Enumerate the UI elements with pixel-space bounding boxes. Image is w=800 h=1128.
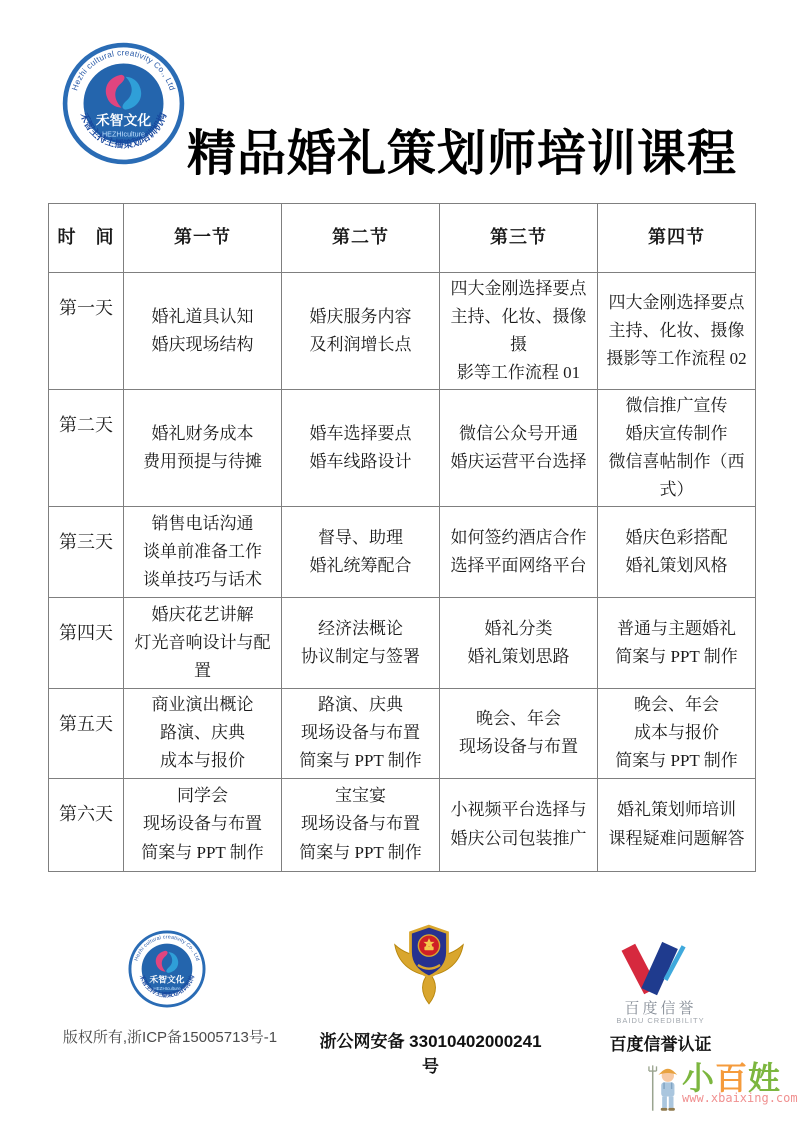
day-label: 第二天 — [49, 390, 124, 507]
cell-day1-session3: 四大金刚选择要点 主持、化妆、摄像摄 影等工作流程 01 — [440, 273, 598, 390]
day-label: 第六天 — [49, 778, 124, 871]
cell-day2-session4: 微信推广宣传 婚庆宣传制作 微信喜帖制作（西式） — [598, 390, 756, 507]
watermark-char: 百 — [715, 1060, 749, 1096]
site-watermark — [648, 1062, 798, 1122]
col-header-session-2: 第二节 — [282, 204, 440, 273]
cell-day2-session2: 婚车选择要点 婚车线路设计 — [282, 390, 440, 507]
table-row — [49, 507, 756, 598]
header-row — [49, 204, 756, 273]
cell-day3-session1: 销售电话沟通 谈单前准备工作 谈单技巧与话术 — [124, 507, 282, 598]
baidu-cert-text: 百度信誉认证 — [609, 1035, 712, 1054]
col-header-session-3: 第三节 — [440, 204, 598, 273]
cell-day2-session3: 微信公众号开通 婚庆运营平台选择 — [440, 390, 598, 507]
day-label: 第三天 — [49, 507, 124, 598]
cell-day6-session1: 同学会 现场设备与布置 简案与 PPT 制作 — [124, 778, 282, 871]
baidu-subtitle-text: BAIDU CREDIBILITY — [616, 1016, 705, 1025]
table-row — [49, 598, 756, 689]
table-row — [49, 273, 756, 390]
table-header — [49, 204, 756, 273]
table-row — [49, 778, 756, 871]
cell-day3-session4: 婚庆色彩搭配 婚礼策划风格 — [598, 507, 756, 598]
day-label: 第五天 — [49, 689, 124, 778]
cell-day1-session1: 婚礼道具认知 婚庆现场结构 — [124, 273, 282, 390]
col-header-time: 时 间 — [49, 204, 124, 273]
cell-day6-session2: 宝宝宴 现场设备与布置 简案与 PPT 制作 — [282, 778, 440, 871]
col-header-session-1: 第一节 — [124, 204, 282, 273]
cell-day5-session4: 晚会、年会 成本与报价 简案与 PPT 制作 — [598, 689, 756, 778]
table-body — [49, 273, 756, 872]
watermark-char: 姓 — [748, 1060, 782, 1096]
cell-day6-session3: 小视频平台选择与 婚庆公司包装推广 — [440, 778, 598, 871]
police-badge-icon — [392, 918, 466, 1012]
farmer-mascot-icon — [648, 1062, 682, 1116]
cell-day2-session1: 婚礼财务成本 费用预提与待摊 — [124, 390, 282, 507]
company-logo — [62, 42, 185, 165]
cell-day3-session2: 督导、助理 婚礼统筹配合 — [282, 507, 440, 598]
company-logo-small — [128, 930, 206, 1008]
watermark-name — [682, 1062, 798, 1094]
cell-day1-session4: 四大金刚选择要点 主持、化妆、摄像 摄影等工作流程 02 — [598, 273, 756, 390]
cell-day4-session2: 经济法概论 协议制定与签署 — [282, 598, 440, 689]
table-row — [49, 689, 756, 778]
cell-day4-session1: 婚庆花艺讲解 灯光音响设计与配置 — [124, 598, 282, 689]
baidu-credibility-icon — [612, 940, 690, 998]
cell-day5-session2: 路演、庆典 现场设备与布置 简案与 PPT 制作 — [282, 689, 440, 778]
cell-day1-session2: 婚庆服务内容 及利润增长点 — [282, 273, 440, 390]
cell-day4-session3: 婚礼分类 婚礼策划思路 — [440, 598, 598, 689]
table-row — [49, 390, 756, 507]
course-table — [48, 203, 756, 872]
watermark-char: 小 — [682, 1060, 716, 1096]
copyright-text: 版权所有,浙ICP备15005713号-1 — [62, 1029, 278, 1046]
cell-day4-session4: 普通与主题婚礼 简案与 PPT 制作 — [598, 598, 756, 689]
col-header-session-4: 第四节 — [598, 204, 756, 273]
day-label: 第四天 — [49, 598, 124, 689]
watermark-url: www.xbaixing.com — [682, 1091, 798, 1105]
cell-day3-session3: 如何签约酒店合作 选择平面网络平台 — [440, 507, 598, 598]
baidu-name-text: 百度信誉 — [624, 1000, 697, 1017]
cell-day5-session1: 商业演出概论 路演、庆典 成本与报价 — [124, 689, 282, 778]
day-label: 第一天 — [49, 273, 124, 390]
police-record-text: 浙公网安备 33010402000241号 — [319, 1032, 542, 1076]
page-title: 精品婚礼策划师培训课程 — [186, 125, 737, 181]
cell-day6-session4: 婚礼策划师培训 课程疑难问题解答 — [598, 778, 756, 871]
cell-day5-session3: 晚会、年会 现场设备与布置 — [440, 689, 598, 778]
